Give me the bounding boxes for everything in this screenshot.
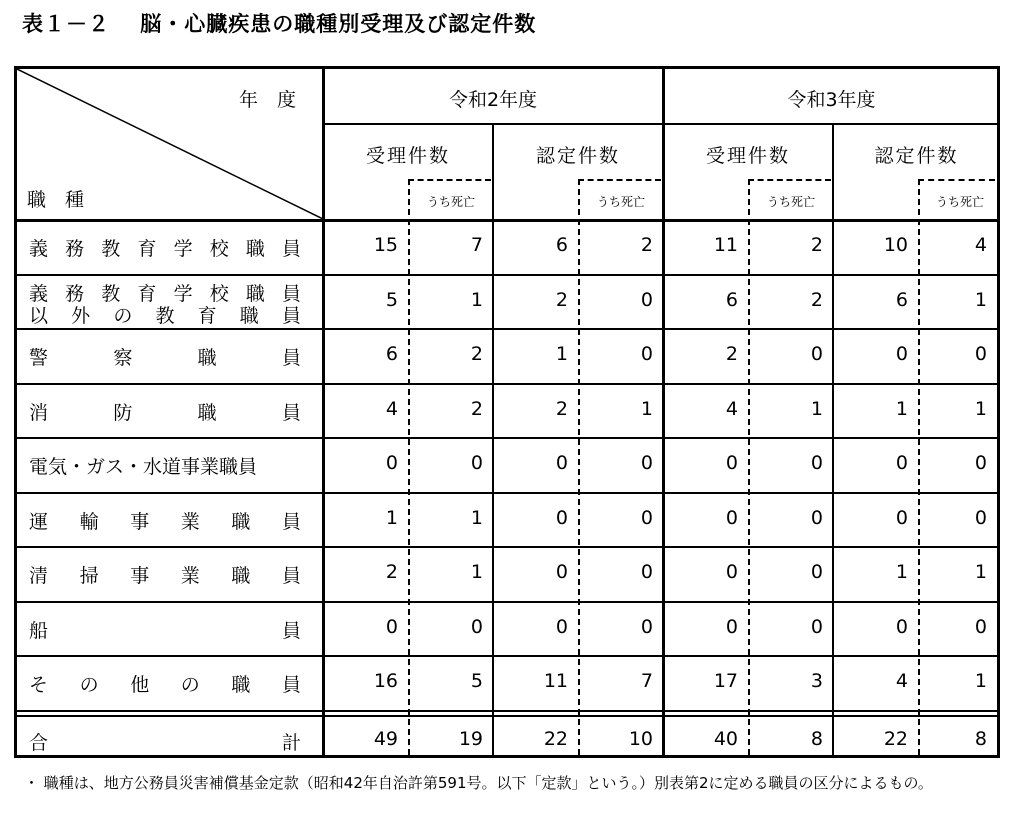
table-cell-value: 0	[640, 452, 653, 475]
subheader-received-r3: 受理件数	[705, 145, 790, 167]
subcol-rule	[492, 123, 494, 755]
table-cell-value: 0	[640, 561, 653, 584]
table-cell-value: 2	[640, 234, 653, 257]
table-cell-value: 15	[373, 234, 398, 257]
total-cell-value: 40	[713, 727, 738, 750]
table-cell-value: 1	[974, 397, 987, 420]
row-label-char: 防	[113, 401, 133, 424]
table-cell-value: 6	[555, 234, 568, 257]
death-label: うち死亡	[426, 195, 475, 209]
total-cell-value: 8	[810, 727, 823, 750]
row-label-char: 職	[245, 238, 265, 261]
row-rule	[17, 601, 997, 603]
table-cell-value: 0	[974, 506, 987, 529]
row-label-char: 船	[29, 619, 49, 642]
row-label-char: 育	[137, 238, 157, 261]
table-cell-value: 0	[974, 452, 987, 475]
row-label	[29, 728, 301, 755]
row-label-char: 職	[197, 347, 217, 370]
row-label-char: 掃	[79, 565, 99, 588]
table-cell-value: 0	[810, 615, 823, 638]
row-rule	[17, 328, 997, 330]
subcol-rule	[832, 123, 834, 755]
death-header-rule	[578, 179, 661, 181]
table-cell-value: 0	[725, 452, 738, 475]
row-label	[29, 561, 301, 588]
table-cell-value: 0	[974, 615, 987, 638]
death-col-divider	[408, 179, 410, 755]
row-label-char: 合	[29, 731, 49, 754]
table-cell-value: 2	[810, 288, 823, 311]
row-rule	[17, 437, 997, 439]
table-cell-value: 1	[810, 397, 823, 420]
header-rule	[323, 123, 997, 125]
total-cell-value: 22	[883, 727, 908, 750]
table-cell-value: 0	[555, 615, 568, 638]
row-label-char: 職	[231, 510, 251, 533]
table-cell-value: 0	[895, 615, 908, 638]
total-cell-value: 49	[373, 727, 398, 750]
death-label: うち死亡	[766, 195, 815, 209]
death-header-rule	[408, 179, 491, 181]
total-cell-value: 22	[543, 727, 568, 750]
table-cell-value: 0	[810, 561, 823, 584]
row-label-char: 務	[65, 238, 85, 261]
table-cell-value: 0	[725, 615, 738, 638]
death-header-rule	[918, 179, 995, 181]
table-cell-value: 2	[470, 397, 483, 420]
table-cell-value: 1	[640, 397, 653, 420]
table-cell-value: 1	[555, 343, 568, 366]
table-cell-value: 2	[555, 288, 568, 311]
death-col-divider	[578, 179, 580, 755]
table-cell-value: 0	[810, 506, 823, 529]
row-label-char: 教	[101, 238, 121, 261]
table-cell-value: 0	[895, 343, 908, 366]
table-cell-value: 1	[470, 561, 483, 584]
table-cell-value: 0	[555, 452, 568, 475]
table-cell-value: 0	[895, 506, 908, 529]
table-cell-value: 7	[640, 670, 653, 693]
subheader-certified-r3: 認定件数	[874, 145, 959, 167]
row-label-char: 運	[29, 510, 49, 533]
row-rule	[17, 383, 997, 385]
table-cell-value: 2	[385, 561, 398, 584]
subheader-received-r2: 受理件数	[365, 145, 450, 167]
table-cell-value: 1	[385, 506, 398, 529]
table-cell-value: 0	[385, 615, 398, 638]
year-header-r3: 令和3年度	[787, 89, 876, 111]
table-cell-value: 2	[725, 343, 738, 366]
row-label-char: の	[79, 674, 99, 697]
label-col-rule	[322, 69, 325, 755]
table-cell-value: 0	[810, 452, 823, 475]
table-cell-value: 4	[385, 397, 398, 420]
row-label-line2: 以 外 の 教 育 職 員	[29, 304, 301, 327]
row-label-char: 員	[281, 238, 301, 261]
table-cell-value: 0	[640, 506, 653, 529]
table-cell-value: 11	[713, 234, 738, 257]
table-cell-value: 17	[713, 670, 738, 693]
subheader-certified-r2: 認定件数	[535, 145, 620, 167]
table-cell-value: 2	[810, 234, 823, 257]
table-cell-value: 0	[725, 506, 738, 529]
table-cell-value: 10	[883, 234, 908, 257]
table-cell-value: 1	[470, 288, 483, 311]
table-cell-value: 0	[555, 561, 568, 584]
table-cell-value: 0	[974, 343, 987, 366]
death-col-divider	[748, 179, 750, 755]
table-cell-value: 2	[555, 397, 568, 420]
table-cell-value: 6	[725, 288, 738, 311]
row-label-char: 察	[113, 347, 133, 370]
total-rule	[17, 710, 997, 712]
row-rule	[17, 546, 997, 548]
total-rule	[17, 715, 997, 717]
row-label-char: 事	[130, 510, 150, 533]
row-label-char: 計	[281, 731, 301, 754]
total-cell-value: 8	[974, 727, 987, 750]
table-cell-value: 5	[385, 288, 398, 311]
row-label-line1: 義 務 教 育 学 校 職 員	[29, 282, 301, 305]
table-cell-value: 0	[470, 615, 483, 638]
table-cell-value: 5	[470, 670, 483, 693]
row-label-char: 業	[180, 510, 200, 533]
row-label-char: そ	[29, 674, 49, 697]
death-label: うち死亡	[596, 195, 645, 209]
row-rule	[17, 274, 997, 276]
row-label	[29, 616, 301, 643]
row-label	[29, 507, 301, 534]
table-cell-value: 0	[470, 452, 483, 475]
row-label-char: 員	[281, 510, 301, 533]
row-label	[29, 398, 301, 425]
table-cell-value: 2	[470, 343, 483, 366]
table-cell-value: 0	[725, 561, 738, 584]
row-label-char: 他	[130, 674, 150, 697]
table-cell-value: 0	[555, 506, 568, 529]
row-label-char: 消	[29, 401, 49, 424]
table-cell-value: 0	[640, 343, 653, 366]
table-cell-value: 1	[470, 506, 483, 529]
table-cell-value: 0	[895, 452, 908, 475]
table-cell-value: 1	[974, 670, 987, 693]
table-cell-value: 4	[895, 670, 908, 693]
row-label-char: 業	[180, 565, 200, 588]
row-label-char: 員	[281, 401, 301, 424]
row-label: 電気・ガス・水道事業職員	[29, 456, 258, 479]
row-label-char: 清	[29, 565, 49, 588]
table-cell-value: 1	[974, 288, 987, 311]
table-cell-value: 1	[974, 561, 987, 584]
table-cell-value: 11	[543, 670, 568, 693]
death-col-divider	[918, 179, 920, 755]
job-header: 職 種	[27, 189, 85, 211]
row-rule	[17, 492, 997, 494]
table-cell-value: 16	[373, 670, 398, 693]
row-label-char: 職	[231, 565, 251, 588]
row-label-char: 職	[197, 401, 217, 424]
row-label-char: 員	[281, 347, 301, 370]
total-cell-value: 10	[628, 727, 653, 750]
table-cell-value: 4	[725, 397, 738, 420]
row-label-char: 員	[281, 565, 301, 588]
death-header-rule	[748, 179, 831, 181]
row-label-char: 義	[29, 238, 49, 261]
table-cell-value: 0	[640, 615, 653, 638]
table-cell-value: 3	[810, 670, 823, 693]
table-cell-value: 1	[895, 561, 908, 584]
row-label	[29, 670, 301, 697]
row-label	[29, 343, 301, 370]
row-label-char: 校	[209, 238, 229, 261]
row-label	[29, 234, 301, 261]
table-cell-value: 1	[895, 397, 908, 420]
table-cell-value: 0	[640, 288, 653, 311]
table-title: 表１－２ 脳・心臓疾患の職種別受理及び認定件数	[22, 12, 537, 36]
data-table	[14, 66, 1000, 758]
header-bottom-rule	[17, 219, 997, 222]
total-cell-value: 19	[458, 727, 483, 750]
footnote: ・ 職種は、地方公務員災害補償基金定款（昭和42年自治許第591号。以下「定款」という。）別表第2に定める職員の区分によるもの。	[24, 774, 933, 792]
row-label-char: 員	[281, 674, 301, 697]
death-label: うち死亡	[935, 195, 984, 209]
table-cell-value: 0	[385, 452, 398, 475]
year-col-rule	[662, 69, 665, 755]
table-cell-value: 7	[470, 234, 483, 257]
row-label-char: 学	[173, 238, 193, 261]
year-header: 年 度	[239, 89, 297, 111]
table-cell-value: 0	[810, 343, 823, 366]
row-label-char: 員	[281, 619, 301, 642]
row-label-char: 事	[130, 565, 150, 588]
row-label-char: の	[180, 674, 200, 697]
table-cell-value: 4	[974, 234, 987, 257]
table-cell-value: 6	[895, 288, 908, 311]
year-header-r2: 令和2年度	[448, 89, 538, 111]
table-cell-value: 6	[385, 343, 398, 366]
row-rule	[17, 655, 997, 657]
row-label-char: 警	[29, 347, 49, 370]
row-label-char: 輸	[79, 510, 99, 533]
row-label-char: 職	[231, 674, 251, 697]
